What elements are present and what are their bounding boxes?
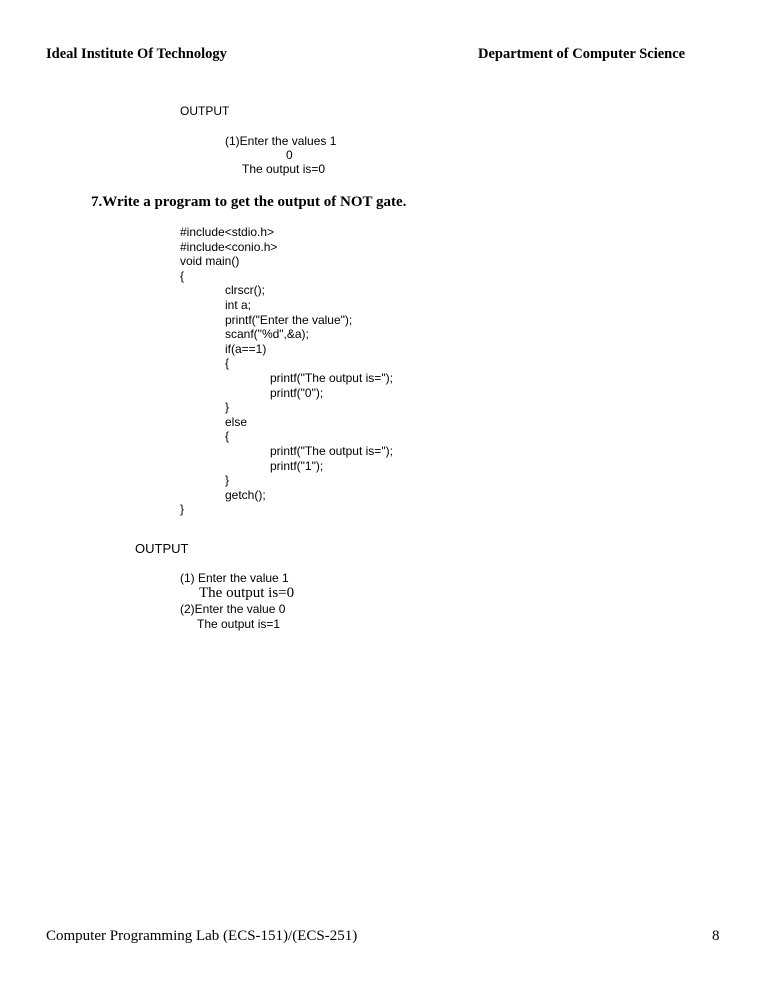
code-line: int a; [225, 298, 252, 312]
output-line: The output is=0 [199, 585, 295, 601]
code-line: #include<conio.h> [180, 239, 278, 254]
question-heading: 7.Write a program to get the output of NOT gate. [91, 194, 407, 210]
header-department: Department of Computer Science [478, 46, 686, 62]
prev-output-line: 0 [286, 148, 293, 162]
code-line: scanf("%d",&a); [225, 327, 309, 342]
code-line: } [225, 473, 230, 488]
code-line: } [180, 502, 185, 517]
prev-output-line: The output is=0 [242, 162, 326, 176]
code-line: clrscr(); [225, 283, 265, 298]
code-line: else [225, 414, 248, 429]
output-label: OUTPUT [135, 541, 189, 556]
footer-page-number: 8 [712, 928, 720, 944]
code-line: } [225, 400, 230, 415]
footer-course: Computer Programming Lab (ECS-151)/(ECS-251) [46, 928, 358, 944]
code-line: printf("0"); [270, 385, 324, 400]
code-line: { [180, 268, 185, 283]
code-line: printf("The output is="); [270, 444, 393, 458]
output-line: (1) Enter the value 1 [180, 571, 289, 585]
code-line: #include<stdio.h> [180, 225, 275, 239]
code-line: printf("1"); [270, 458, 324, 473]
code-line: { [225, 356, 230, 371]
code-line: if(a==1) [225, 341, 267, 356]
code-line: printf("Enter the value"); [225, 312, 353, 327]
code-line: { [225, 429, 230, 444]
header-institute: Ideal Institute Of Technology [46, 46, 227, 62]
output-line: The output is=1 [197, 617, 281, 631]
prev-output-line: (1)Enter the values 1 [225, 134, 337, 148]
output-line: (2)Enter the value 0 [180, 602, 286, 616]
code-line: printf("The output is="); [270, 371, 393, 385]
code-line: void main() [180, 254, 240, 269]
prev-output-label: OUTPUT [180, 104, 230, 118]
code-line: getch(); [225, 487, 266, 502]
